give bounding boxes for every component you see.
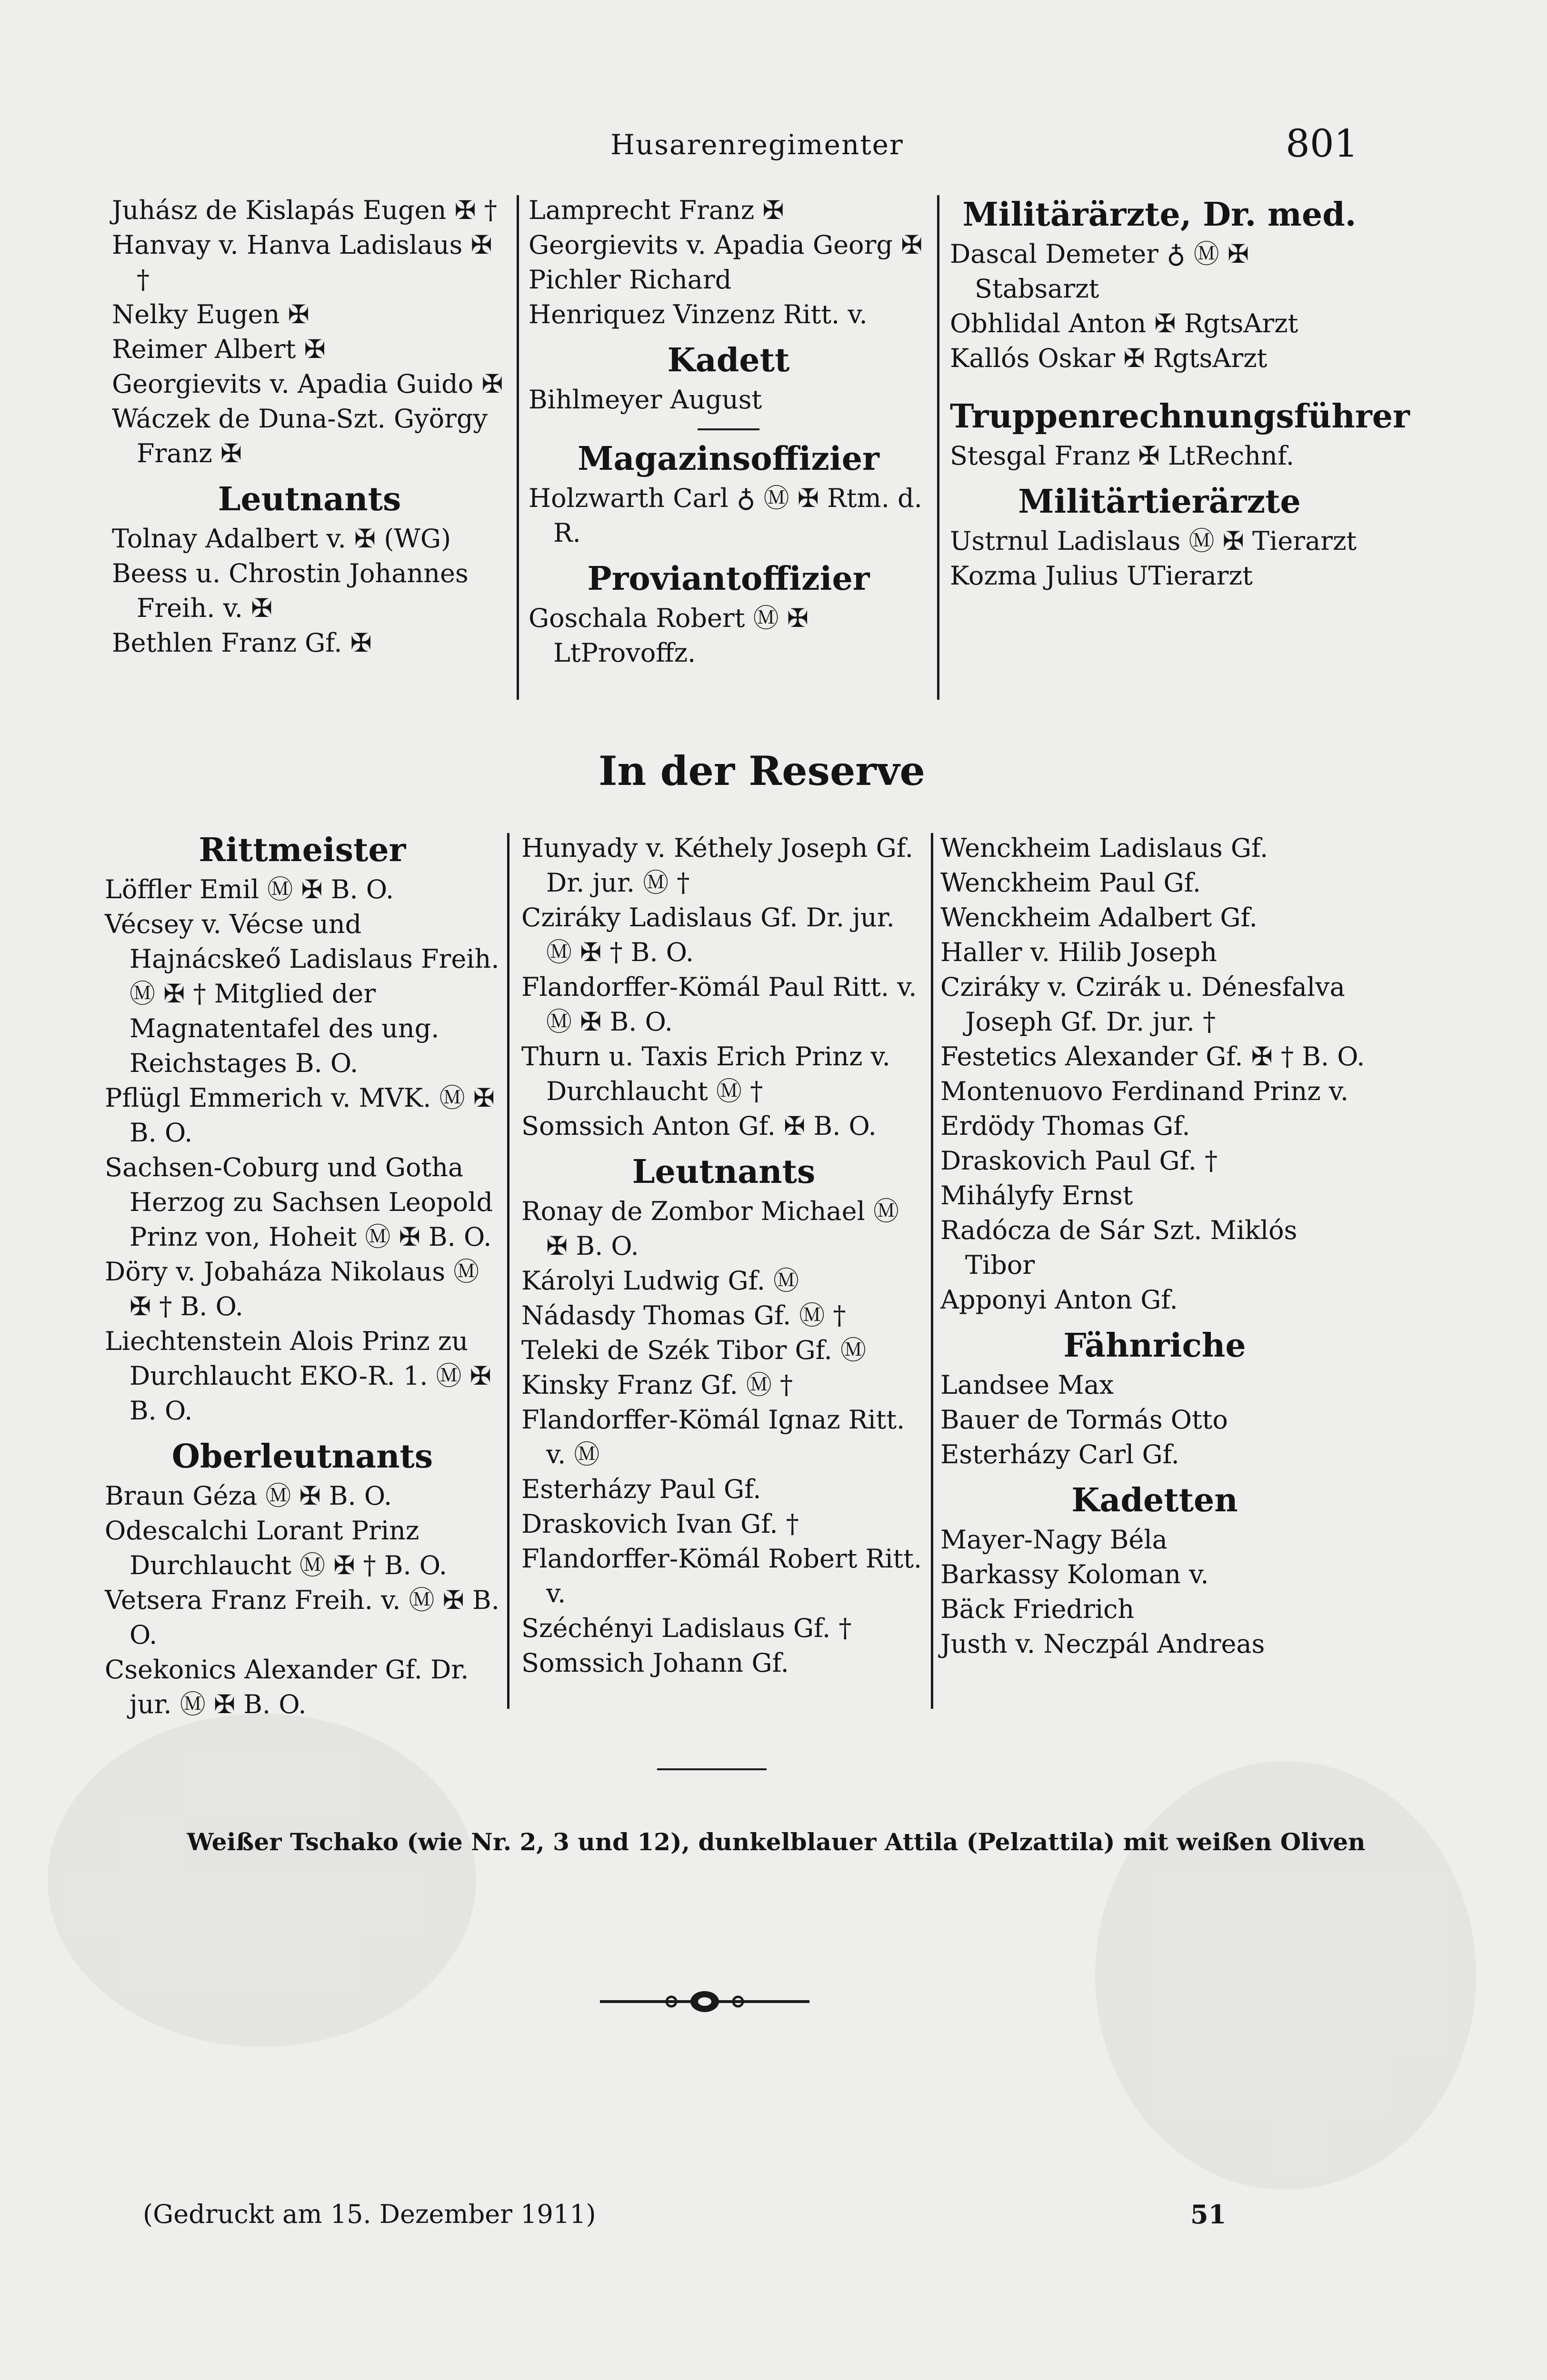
entry: Montenuovo Ferdinand Prinz v. <box>940 1076 1349 1106</box>
entry: Teleki de Szék Tibor Gf. Ⓜ <box>521 1335 867 1365</box>
entry: Kallós Oskar ✠ RgtsArzt <box>950 343 1268 373</box>
entry: Pflügl Emmerich v. MVK. Ⓜ ✠ B. O. <box>105 1083 495 1148</box>
section-heading: Oberleutnants <box>171 1438 433 1476</box>
section-heading: Leutnants <box>632 1153 816 1191</box>
entry: Stesgal Franz ✠ LtRechnf. <box>950 441 1295 471</box>
entry: Mayer-Nagy Béla <box>940 1525 1168 1555</box>
entry: Ustrnul Ladislaus Ⓜ ✠ Tierarzt <box>950 526 1357 556</box>
sheet-signature: 51 <box>1190 2199 1227 2230</box>
entry: Barkassy Koloman v. <box>940 1559 1209 1589</box>
entry: Vécsey v. Vécse und Hajnácskeő Ladislaus Freih. Ⓜ ✠ † Mitglied der Magnatentafel des ung. Reichstages B. O. <box>105 909 499 1078</box>
entry: Löffler Emil Ⓜ ✠ B. O. <box>105 874 394 904</box>
entry: Landsee Max <box>940 1370 1114 1400</box>
entry: Odescalchi Lorant Prinz Durchlaucht Ⓜ ✠ † B. O. <box>105 1516 448 1580</box>
active-column-1 <box>112 193 507 660</box>
entry: Lamprecht Franz ✠ <box>529 195 784 225</box>
reserve-column-3 <box>940 831 1369 1661</box>
entry: Hanvay v. Hanva Ladislaus ✠ † <box>112 230 492 295</box>
section-heading: Truppenrechnungsführer <box>950 397 1410 436</box>
section-heading: Kadett <box>667 341 790 379</box>
section-rule <box>657 1768 767 1770</box>
entry: Döry v. Jobaháza Nikolaus Ⓜ ✠ † B. O. <box>105 1257 479 1321</box>
entry: Juhász de Kislapás Eugen ✠ † <box>112 195 497 225</box>
entry: Braun Géza Ⓜ ✠ B. O. <box>105 1481 392 1511</box>
entry: Csekonics Alexander Gf. Dr. jur. Ⓜ ✠ B. O. <box>105 1655 469 1719</box>
ornament-icon <box>600 1985 809 2018</box>
entry: Georgievits v. Apadia Guido ✠ <box>112 369 503 399</box>
page-number: 801 <box>1286 121 1358 166</box>
entry: Justh v. Neczpál Andreas <box>940 1629 1265 1659</box>
column-rule <box>507 833 509 1709</box>
entry: Bäck Friedrich <box>940 1594 1135 1624</box>
entry: Cziráky v. Czirák u. Dénesfalva Joseph Gf. Dr. jur. † <box>940 972 1345 1037</box>
running-head: Husarenregimenter <box>610 129 904 161</box>
entry: Draskovich Paul Gf. † <box>940 1146 1218 1176</box>
short-rule <box>698 428 759 430</box>
entry: Georgievits v. Apadia Georg ✠ <box>529 230 923 260</box>
paper-stain <box>1095 1761 1476 2190</box>
section-heading: Militärtierärzte <box>1018 483 1301 521</box>
entry: Nelky Eugen ✠ <box>112 299 309 329</box>
section-heading: Magazinsoffizier <box>578 440 879 478</box>
entry: Dascal Demeter ♁ Ⓜ ✠ Stabsarzt <box>950 239 1249 304</box>
entry: Károlyi Ludwig Gf. Ⓜ <box>521 1266 799 1296</box>
entry: Erdödy Thomas Gf. <box>940 1111 1190 1141</box>
reserve-title: In der Reserve <box>599 747 925 794</box>
entry: Festetics Alexander Gf. ✠ † B. O. <box>940 1041 1365 1071</box>
entry: Flandorffer-Kömál Robert Ritt. v. <box>521 1544 922 1608</box>
entry: Vetsera Franz Freih. v. Ⓜ ✠ B. O. <box>105 1585 499 1650</box>
entry: Wenckheim Adalbert Gf. <box>940 902 1258 932</box>
section-heading: Proviantoffizier <box>587 560 870 598</box>
entry: Reimer Albert ✠ <box>112 334 326 364</box>
section-heading: Kadetten <box>1071 1481 1238 1519</box>
entry: Obhlidal Anton ✠ RgtsArzt <box>950 308 1298 338</box>
entry: Nádasdy Thomas Gf. Ⓜ † <box>521 1300 846 1330</box>
reserve-column-2 <box>521 831 926 1680</box>
entry: Cziráky Ladislaus Gf. Dr. jur. Ⓜ ✠ † B. O. <box>521 902 895 967</box>
entry: Sachsen-Coburg und Gotha Herzog zu Sachsen Leopold Prinz von, Hoheit Ⓜ ✠ B. O. <box>105 1152 493 1252</box>
entry: Apponyi Anton Gf. <box>940 1285 1178 1315</box>
section-heading: Rittmeister <box>199 831 406 869</box>
entry: Henriquez Vinzenz Ritt. v. <box>529 299 868 329</box>
entry: Kozma Julius UTierarzt <box>950 561 1253 591</box>
uniform-description: Weißer Tschako (wie Nr. 2, 3 und 12), dunkelblauer Attila (Pelzattila) mit weißen Oliven <box>187 1828 1366 1856</box>
print-date: (Gedruckt am 15. Dezember 1911) <box>143 2199 596 2229</box>
entry: Bihlmeyer August <box>529 385 762 415</box>
entry: Draskovich Ivan Gf. † <box>521 1509 799 1539</box>
entry: Széchényi Ladislaus Gf. † <box>521 1613 852 1643</box>
entry: Kinsky Franz Gf. Ⓜ † <box>521 1370 793 1400</box>
entry: Liechtenstein Alois Prinz zu Durchlaucht EKO-R. 1. Ⓜ ✠ B. O. <box>105 1326 491 1426</box>
entry: Flandorffer-Kömál Paul Ritt. v. Ⓜ ✠ B. O. <box>521 972 917 1037</box>
entry: Pichler Richard <box>529 265 732 295</box>
entry: Wenckheim Ladislaus Gf. <box>940 833 1268 863</box>
entry: Mihályfy Ernst <box>940 1180 1133 1210</box>
column-rule <box>937 195 939 700</box>
entry: Esterházy Paul Gf. <box>521 1474 761 1504</box>
entry: Wáczek de Duna-Szt. György Franz ✠ <box>112 404 488 468</box>
column-rule <box>517 195 519 700</box>
entry: Tolnay Adalbert v. ✠ (WG) <box>112 524 451 554</box>
entry: Goschala Robert Ⓜ ✠ LtProvoffz. <box>529 603 808 668</box>
entry: Beess u. Chrostin Johannes Freih. v. ✠ <box>112 558 469 623</box>
entry: Hunyady v. Kéthely Joseph Gf. Dr. jur. Ⓜ † <box>521 833 913 898</box>
entry: Somssich Anton Gf. ✠ B. O. <box>521 1111 877 1141</box>
entry: Radócza de Sár Szt. Miklós Tibor <box>940 1215 1297 1280</box>
entry: Thurn u. Taxis Erich Prinz v. Durchlaucht Ⓜ † <box>521 1041 890 1106</box>
active-column-3 <box>950 193 1410 593</box>
entry: Ronay de Zombor Michael Ⓜ ✠ B. O. <box>521 1196 899 1261</box>
reserve-column-1 <box>105 828 500 1722</box>
section-heading: Leutnants <box>218 480 401 518</box>
entry: Haller v. Hilib Joseph <box>940 937 1218 967</box>
section-heading: Fähnriche <box>1063 1327 1246 1365</box>
section-heading: Militärärzte, Dr. med. <box>962 196 1357 234</box>
entry: Holzwarth Carl ♁ Ⓜ ✠ Rtm. d. R. <box>529 483 922 548</box>
paper-stain <box>48 1714 476 2047</box>
entry: Esterházy Carl Gf. <box>940 1439 1179 1469</box>
entry: Somssich Johann Gf. <box>521 1648 789 1678</box>
entry: Flandorffer-Kömál Ignaz Ritt. v. Ⓜ <box>521 1405 905 1469</box>
active-column-2 <box>529 193 928 670</box>
entry: Wenckheim Paul Gf. <box>940 868 1201 898</box>
column-rule <box>931 833 933 1709</box>
entry: Bethlen Franz Gf. ✠ <box>112 628 372 658</box>
entry: Bauer de Tormás Otto <box>940 1405 1228 1435</box>
